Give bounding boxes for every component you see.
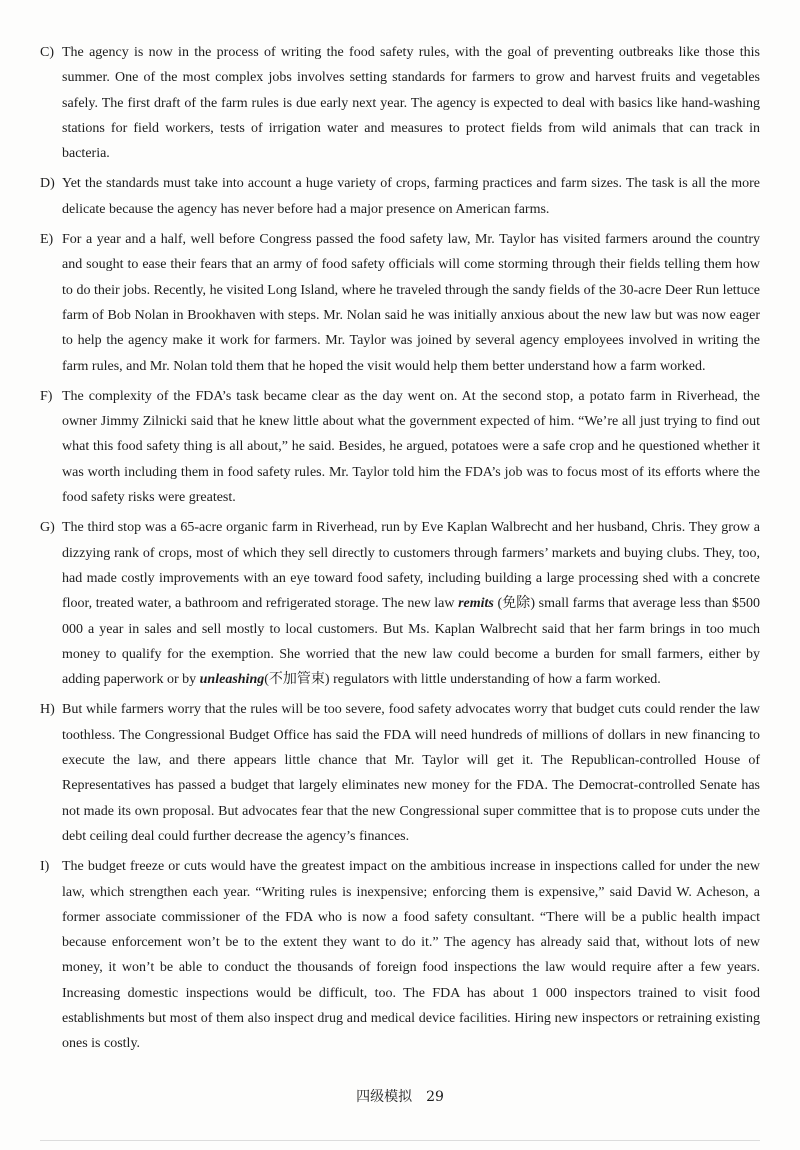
paragraph-g [40, 515, 760, 692]
paragraph-c [40, 40, 760, 166]
paragraph-f [40, 384, 760, 510]
paragraph-text: The third stop was a 65-acre organic farm in Riverhead, run by Eve Kaplan Walbrecht and her husband, Chris. They grow a dizzying rank of crops, most of which they sell directly to customers through farmers’ markets and buying clubs. They, too, had made costly improvements with an eye toward food safety, including building a large processing shed with a concrete floor, treated water, a bathroom and refrigerated storage. The new law [62, 520, 760, 612]
vocab-term: unleashing [199, 672, 265, 688]
paragraph-text: small farms that average less than $500 000 a year in sales and sell mostly to local customers. But Ms. Kaplan Walbrecht said that her farm brings in too much money to qualify for the exemption. She worried that the new law could become a burden for small farmers, either by adding paperwork or by [62, 596, 761, 688]
paragraph-letter: C) [40, 45, 54, 60]
vocab-gloss: (免除) [497, 596, 536, 612]
paragraph-text: For a year and a half, well before Congress passed the food safety law, Mr. Taylor has visited farmers around the country and sought to ease their fears that an army of food safety officials will come storming through their fields telling them how to do their jobs. Recently, he visited Long Island, where he traveled through the sandy fields of the 30-acre Deer Run lettuce farm of Bob Nolan in Brookhaven with steps. Mr. Nolan said he was initially anxious about the new law but was now eager to help the agency make it work for farmers. Mr. Taylor was joined by several agency employees involved in writing the farm rules, and Mr. Nolan told them that he hoped the visit would help them better understand how a farm worked. [62, 232, 760, 374]
paragraph-text: The agency is now in the process of writing the food safety rules, with the goal of preventing outbreaks like those this summer. One of the most complex jobs involves setting standards for farmers to grow and harvest fruits and vegetables safely. The first draft of the farm rules is due early next year. The agency is expected to deal with basics like hand-washing stations for field workers, tests of irrigation water and measures to protect fields from wild animals that can track in bacteria. [62, 45, 760, 162]
paragraph-letter: F) [40, 388, 53, 404]
paragraph-d [40, 171, 760, 222]
paragraph-text: But while farmers worry that the rules will be too severe, food safety advocates worry that budget cuts could render the law toothless. The Congressional Budget Office has said the FDA will need hundreds of millions of dollars in new financing to execute the law, and there appears little chance that Mr. Taylor will get it. The Republican-controlled House of Representatives has passed a budget that largely eliminates new money for the FDA. The Democrat-controlled Senate has not made its own proposal. But advocates fear that the new Congressional super committee that is to propose cuts under the debt ceiling deal could further decrease the agency’s finances. [62, 702, 760, 844]
paragraph-h [40, 697, 760, 849]
paragraph-list [40, 40, 760, 1062]
paragraph-text: Yet the standards must take into account a huge variety of crops, farming practices and farm sizes. The task is all the more delicate because the agency has never before had a major presence on American farms. [62, 176, 760, 217]
vocab-gloss: (不加管束) [264, 672, 330, 688]
paragraph-letter: E) [40, 232, 54, 248]
paragraph-text: The budget freeze or cuts would have the greatest impact on the ambitious increase in inspections called for under the new law, which strengthen each year. “Writing rules is inexpensive; enforcing them is expensive,” said David W. Acheson, a former associate commissioner of the FDA who is now a food safety consultant. “There will be a public health impact because enforcement won’t be to the extent they want to do it.” The agency has already said that, without lots of new money, it won’t be able to conduct the thousands of foreign food inspections the law would require after a few years. Increasing domestic inspections would be difficult, too. The FDA has about 1 000 inspectors trained to visit food establishments but most of them also inspect drug and medical device facilities. Hiring new inspectors or retraining existing ones is costly. [62, 859, 760, 1052]
footer-label: 四级模拟 [356, 1089, 413, 1105]
paragraph-letter: I) [40, 859, 50, 875]
paragraph-text: The complexity of the FDA’s task became clear as the day went on. At the second stop, a potato farm in Riverhead, the owner Jimmy Zilnicki said that he knew little about what the government expected of him. “We’re all just trying to find out what this food safety thing is all about,” he said. Besides, he argued, potatoes were a safe crop and he questioned whether it was worth including them in food safety rules. Mr. Taylor told him the FDA’s job was to focus most of its efforts where the food safety risks were greatest. [62, 388, 760, 506]
paragraph-letter: H) [40, 702, 55, 718]
page-number: 29 [426, 1089, 444, 1105]
vocab-term: remits [458, 596, 494, 612]
paragraph-i [40, 854, 760, 1056]
paragraph-e [40, 227, 760, 379]
page-footer [0, 1086, 800, 1106]
bottom-divider [40, 1140, 760, 1141]
paragraph-letter: D) [40, 176, 55, 192]
paragraph-letter: G) [40, 520, 55, 536]
paragraph-text: regulators with little understanding of how a farm worked. [333, 672, 661, 688]
